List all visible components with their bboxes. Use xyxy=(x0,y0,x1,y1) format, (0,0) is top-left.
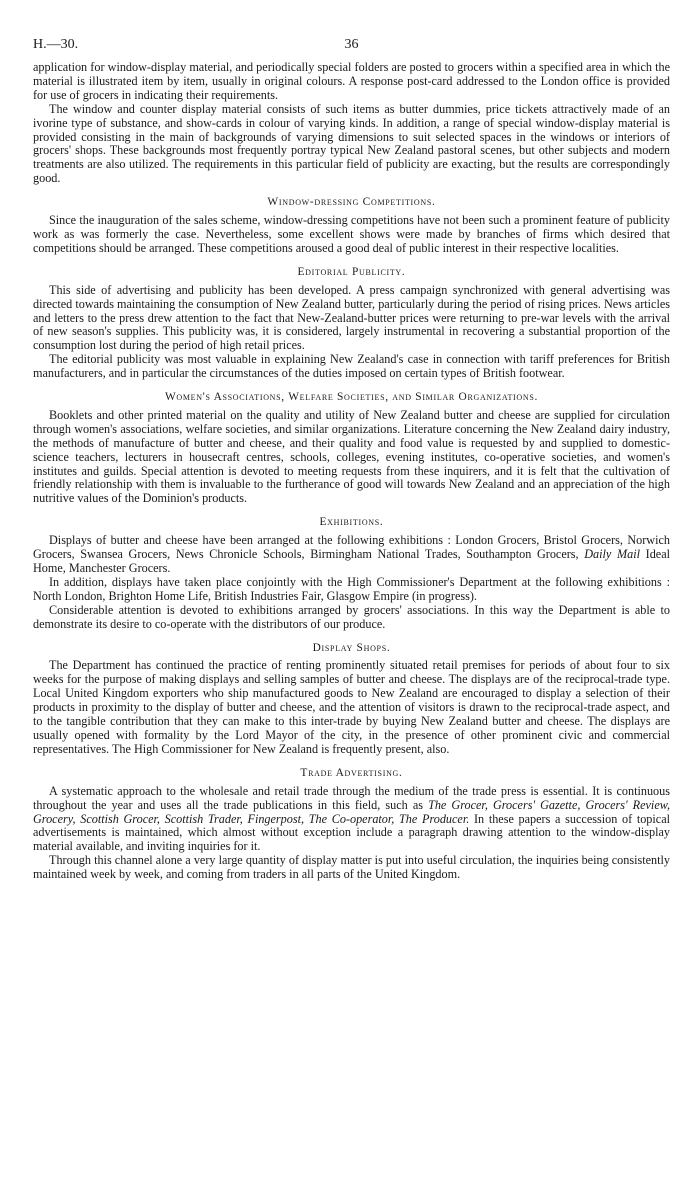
page-header xyxy=(33,38,670,53)
editorial-paragraph-1: This side of advertising and publicity has been developed. A press campaign synchronized with general advertising was directed towards maintaining the consumption of New Zealand butter, particularly during the period of rising prices. News articles and letters to the press drew attention to the fact that New-Zealand-butter prices were returning to pre-war levels with the arrival of new season's supplies. This publicity was, it is considered, largely instrumental in recovering a substantial proportion of the consumption lost during the period of high retail prices. xyxy=(33,282,670,353)
heading-exhibitions: Exhibitions. xyxy=(319,516,384,529)
exhibitions-paragraph-2: In addition, displays have taken place conjointly with the High Commissioner's Department at the following exhibitions : North London, Brighton Home Life, British Industries Fair, Glasgow Empire (in progress). xyxy=(33,574,670,603)
heading-trade-advertising: Trade Advertising. xyxy=(300,766,403,779)
exhibitions-text-b: Ideal Home, Manchester Grocers. xyxy=(33,547,670,575)
intro-paragraph-1: application for window-display material, and periodically special folders are posted to grocers within a specified area in which the material is illustrated item by item, usually in original colours. A response post-card addressed to the London office is provided for use of grocers in indicating their requirements. xyxy=(33,60,670,102)
intro-paragraph-2: The window and counter display material consists of such items as butter dummies, price tickets attractively made of an ivorine type of substance, and show-cards in colour of varying kinds. In addition, a range of special window-display material is provided consisting in the main of backgrounds of varying dimensions to suit selected spaces in the windows or interiors of grocers' shops. These backgrounds most frequently portray typical New Zealand pastoral scenes, but other subjects and modern treatments are also utilized. The requirements in this particular field of publicity are exacting, but the results are correspondingly good. xyxy=(33,101,670,186)
trade-publications-list: The Grocer, Grocers' Gazette, Grocers' Review, Grocery, Scottish Grocer, Scottish Trader, Fingerpost, The Co-operator, The Producer. xyxy=(33,797,670,826)
womens-associations-paragraph: Booklets and other printed material on the quality and utility of New Zealand butter and cheese are supplied for circulation through women's associations, welfare societies, and similar organizations. Literature concerning the New Zealand dairy industry, the methods of manufacture of butter and cheese, and their quality and food value is requested by and supplied to domestic-science teachers, lecturers in housecraft centres, schools, colleges, evening institutes, co-operative societies, and women's institutes and guilds. Special attention is devoted to meeting requests from these inquirers, and it is felt that the cultivation of friendly relationship with them is invaluable to the furtherance of good will towards New Zealand and an appreciation of the high nutritive values of the Dominion's products. xyxy=(33,407,670,506)
exhibitions-newspaper-title: Daily Mail xyxy=(584,547,640,562)
trade-advertising-paragraph-1 xyxy=(33,785,670,855)
editorial-paragraph-2: The editorial publicity was most valuable in explaining New Zealand's case in connection with tariff preferences for British manufacturers, and in particular the circumstances of the duties imposed on certain types of British footwear. xyxy=(33,352,670,381)
exhibitions-text-a: Displays of butter and cheese have been arranged at the following exhibitions : London Grocers, Bristol Grocers, Norwich Grocers, Swansea Grocers, News Chronicle Schools, Birmingham National Trades, Southampton Grocers, xyxy=(33,533,670,562)
trade-text-a: A systematic approach to the wholesale and retail trade through the medium of the trade press is essential. It is continuous throughout the year and uses all the trade publications in this field, such as xyxy=(33,783,670,812)
exhibitions-paragraph-3: Considerable attention is devoted to exhibitions arranged by grocers' associations. In this way the Department is able to demonstrate its desire to co-operate with the distributors of our produce. xyxy=(33,602,670,631)
document-reference: H.—30. xyxy=(33,37,79,52)
trade-text-b: In these papers a succession of topical advertisements is maintained, which almost without exception include a paragraph drawing attention to the window-display material available, and inviting inquiries for it. xyxy=(33,811,670,854)
heading-editorial-publicity: Editorial Publicity. xyxy=(297,265,406,278)
exhibitions-paragraph-1 xyxy=(33,534,670,576)
document-page xyxy=(33,38,670,882)
window-dressing-paragraph: Since the inauguration of the sales scheme, window-dressing competitions have not been such a prominent feature of publicity work as was formerly the case. Nevertheless, some excellent shows were made by branches of firms which desired that competitions should be arranged. These competitions aroused a good deal of public interest in their respective localities. xyxy=(33,213,670,255)
heading-window-dressing: Window-dressing Competitions. xyxy=(267,196,436,209)
heading-display-shops: Display Shops. xyxy=(312,641,391,654)
page-number: 36 xyxy=(344,37,359,52)
trade-advertising-paragraph-2: Through this channel alone a very large quantity of display matter is put into useful circulation, the inquiries being consistently maintained week by week, and coming from traders in all parts of the United Kingdom. xyxy=(33,853,670,882)
display-shops-paragraph: The Department has continued the practice of renting prominently situated retail premises for periods of about four to six weeks for the purpose of making displays and selling samples of butter and cheese. The displays are of the reciprocal-trade type. Local United Kingdom exporters who ship manufactured goods to New Zealand are encouraged to display a selection of their products in proximity to the display of butter and cheese, and the attention of visitors is drawn to the reciprocal-trade aspect, and to the tangible contribution that they can make to this inter-trade by buying New Zealand butter and cheese. The displays are usually opened with formality by the Lord Mayor of the city, in the presence of other prominent civic and commercial representatives. The High Commissioner for New Zealand is frequently present, also. xyxy=(33,658,670,756)
heading-womens-associations: Women's Associations, Welfare Societies, and Similar Organizations. xyxy=(164,391,539,404)
